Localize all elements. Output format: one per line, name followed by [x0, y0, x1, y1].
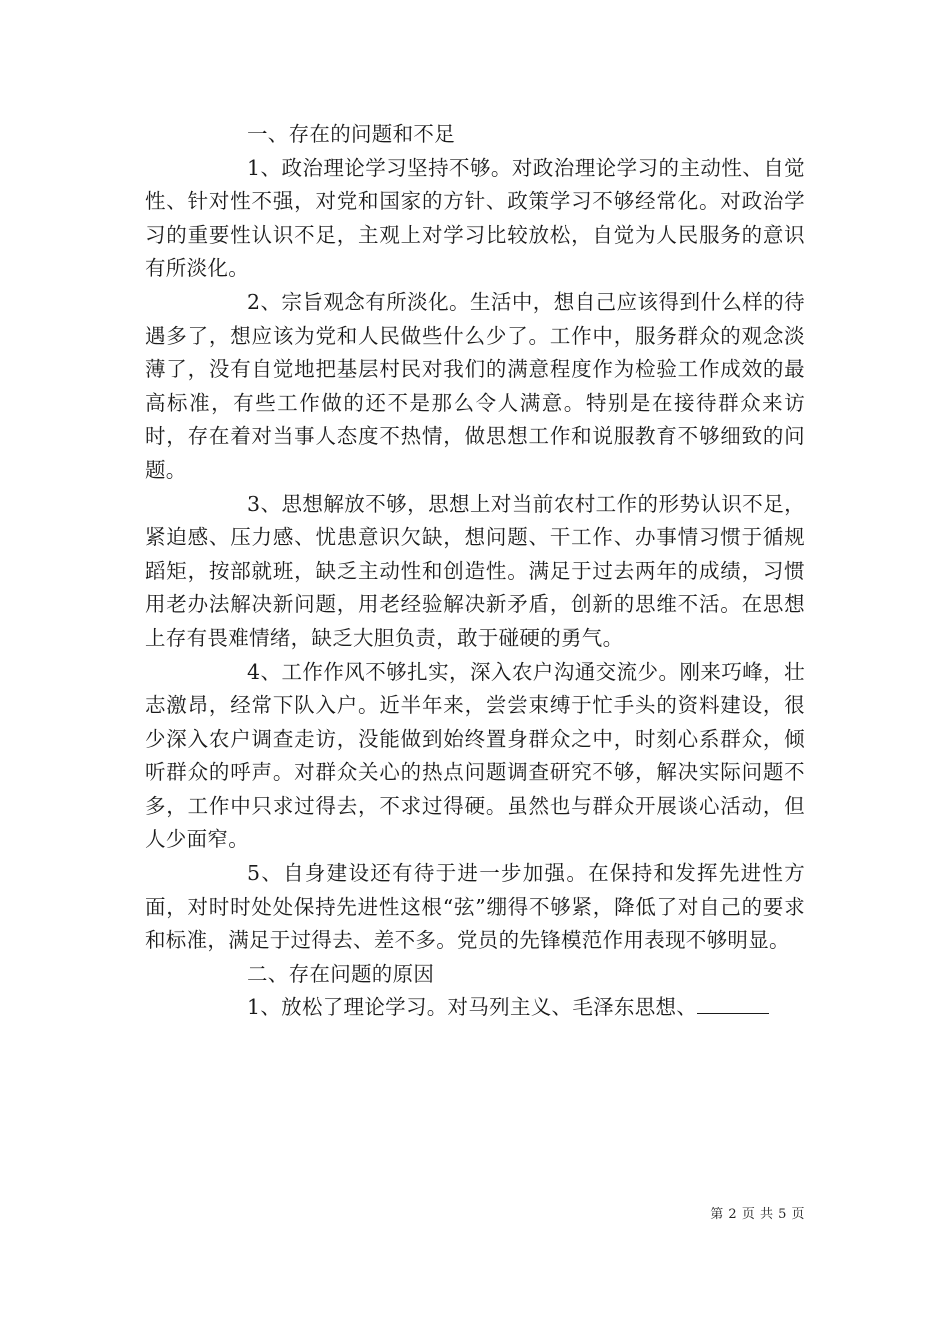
paragraph-4: 4、工作作风不够扎实，深入农户沟通交流少。刚来巧峰，壮志激昂，经常下队入户。近半年来，尝尝束缚于忙手头的资料建设，很少深入农户调查走访，没能做到始终置身群众之中，时刻心系群众，倾听群众的呼声。对群众关心的热点问题调查研究不够，解决实际问题不多，工作中只求过得去，不求过得硬。虽然也与群众开展谈心活动，但人少面窄。: [145, 659, 805, 852]
paragraph-1: 1、政治理论学习坚持不够。对政治理论学习的主动性、自觉性、针对性不强，对党和国家的方针、政策学习不够经常化。对政治学习的重要性认识不足，主观上对学习比较放松，自觉为人民服务的意识有所淡化。: [145, 155, 805, 281]
paragraph-5: 5、自身建设还有待于进一步加强。在保持和发挥先进性方面，对时时处处保持先进性这根“弦”绷得不够紧，降低了对自己的要求和标准，满足于过得去、差不多。党员的先锋模范作用表现不够明显。: [145, 861, 805, 953]
blank-underline: [697, 993, 769, 1014]
paragraph-6-text: 1、放松了理论学习。对马列主义、毛泽东思想、: [247, 995, 698, 1020]
paragraph-3: 3、思想解放不够，思想上对当前农村工作的形势认识不足，紧迫感、压力感、忧患意识欠缺，想问题、干工作、办事情习惯于循规蹈矩，按部就班，缺乏主动性和创造性。满足于过去两年的成绩，习惯用老办法解决新问题，用老经验解决新矛盾，创新的思维不活。在思想上存有畏难情绪，缺乏大胆负责，敢于碰硬的勇气。: [145, 491, 805, 650]
paragraph-6: [145, 991, 805, 1025]
section-heading-2: 二、存在问题的原因: [247, 961, 435, 986]
paragraph-2: 2、宗旨观念有所淡化。生活中，想自己应该得到什么样的待遇多了，想应该为党和人民做些什么少了。工作中，服务群众的观念淡薄了，没有自觉地把基层村民对我们的满意程度作为检验工作成效的最高标准，有些工作做的还不是那么令人满意。特别是在接待群众来访时，存在着对当事人态度不热情，做思想工作和说服教育不够细致的问题。: [145, 289, 805, 482]
page-number-footer: 第 2 页 共 5 页: [710, 1207, 805, 1222]
section-heading-1: 一、存在的问题和不足: [247, 122, 455, 146]
document-body: [145, 118, 805, 1025]
